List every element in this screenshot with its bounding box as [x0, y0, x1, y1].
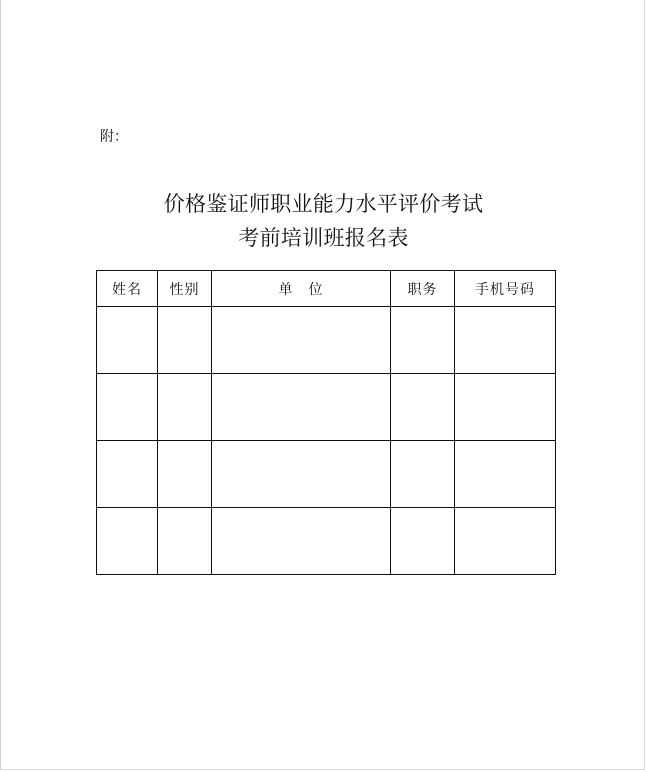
- form-title-line-2: 考前培训班报名表: [238, 226, 409, 250]
- table-row: [97, 441, 556, 508]
- cell-phone[interactable]: [455, 508, 556, 575]
- table-row: [97, 508, 556, 575]
- header-phone: 手机号码: [455, 271, 556, 307]
- header-position: 职务: [391, 271, 455, 307]
- cell-name[interactable]: [97, 307, 158, 374]
- table-row: [97, 307, 556, 374]
- cell-phone[interactable]: [455, 441, 556, 508]
- cell-organization[interactable]: [212, 508, 391, 575]
- table-header-row: [97, 271, 556, 307]
- cell-organization[interactable]: [212, 307, 391, 374]
- cell-organization[interactable]: [212, 374, 391, 441]
- cell-gender[interactable]: [158, 508, 212, 575]
- registration-table: [96, 270, 556, 575]
- cell-phone[interactable]: [455, 374, 556, 441]
- table-row: [97, 374, 556, 441]
- header-organization: 单 位: [212, 271, 391, 307]
- cell-gender[interactable]: [158, 374, 212, 441]
- cell-organization[interactable]: [212, 441, 391, 508]
- header-name: 姓名: [97, 271, 158, 307]
- cell-phone[interactable]: [455, 307, 556, 374]
- cell-position[interactable]: [391, 307, 455, 374]
- cell-name[interactable]: [97, 374, 158, 441]
- cell-gender[interactable]: [158, 441, 212, 508]
- cell-position[interactable]: [391, 508, 455, 575]
- form-title-line-1: 价格鉴证师职业能力水平评价考试: [163, 192, 484, 216]
- cell-gender[interactable]: [158, 307, 212, 374]
- cell-name[interactable]: [97, 441, 158, 508]
- header-gender: 性别: [158, 271, 212, 307]
- cell-position[interactable]: [391, 441, 455, 508]
- cell-position[interactable]: [391, 374, 455, 441]
- cell-name[interactable]: [97, 508, 158, 575]
- attachment-label: 附：: [100, 129, 128, 145]
